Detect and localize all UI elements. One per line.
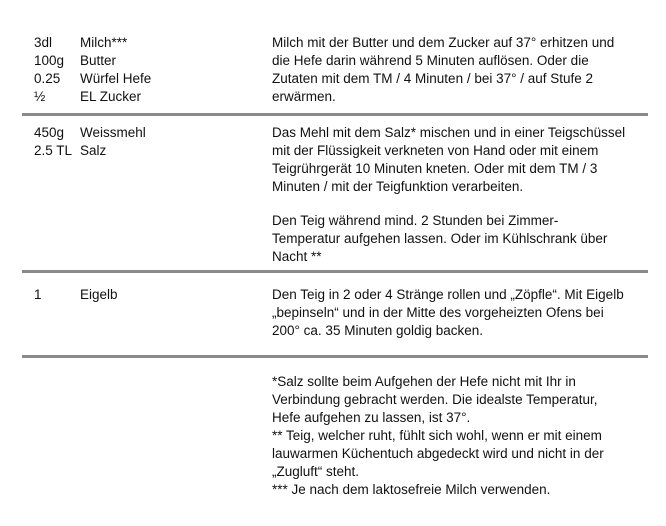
footnote-line: ** Teig, welcher ruht, fühlt sich wohl, wenn er mit einem xyxy=(272,428,602,443)
ingredient-quantity: 3dl xyxy=(34,35,53,50)
footnote-line: „Zugluft“ steht. xyxy=(272,464,360,479)
ingredient-name: EL Zucker xyxy=(80,89,142,104)
instruction-line: Das Mehl mit dem Salz* mischen und in einer Teigschüssel xyxy=(272,125,626,140)
footnote-line: *** Je nach dem laktosefreie Milch verwenden. xyxy=(272,482,551,497)
ingredient-quantity: 1 xyxy=(34,287,42,302)
ingredient-quantity: 2.5 TL xyxy=(34,143,73,158)
ingredient-quantity: 100g xyxy=(34,53,65,68)
footnote-line: Verbindung gebracht werden. Die idealste Temperatur, xyxy=(272,392,598,407)
ingredient-list-2 xyxy=(34,124,254,160)
instruction-block-3 xyxy=(272,286,642,340)
ingredient-name: Weissmehl xyxy=(80,125,146,140)
instruction-block-2 xyxy=(272,124,642,266)
ingredient-name: Salz xyxy=(80,143,107,158)
footnote-line: lauwarmen Küchentuch abgedeckt wird und nicht in der xyxy=(272,446,604,461)
ingredient-row xyxy=(34,52,254,70)
instruction-line: Nacht ** xyxy=(272,249,322,264)
ingredient-name: Butter xyxy=(80,53,117,68)
ingredient-row xyxy=(34,142,254,160)
instruction-line: „bepinseln“ und in der Mitte des vorgeheizten Ofens bei xyxy=(272,305,604,320)
instruction-block-1 xyxy=(272,34,642,106)
instruction-line: 200° ca. 35 Minuten goldig backen. xyxy=(272,323,484,338)
instruction-line: erwärmen. xyxy=(272,89,336,104)
ingredient-quantity: 450g xyxy=(34,125,65,140)
instruction-line: Temperatur aufgehen lassen. Oder im Kühlschrank über xyxy=(272,231,608,246)
ingredient-row xyxy=(34,34,254,52)
instruction-line: Den Teig in 2 oder 4 Stränge rollen und „Zöpfle“. Mit Eigelb xyxy=(272,287,624,302)
footnote-line: *Salz sollte beim Aufgehen der Hefe nicht mit Ihr in xyxy=(272,374,576,389)
ingredient-row xyxy=(34,286,254,304)
ingredient-quantity: ½ xyxy=(34,89,46,104)
instruction-line: Teigrührgerät 10 Minuten kneten. Oder mit dem TM / 3 xyxy=(272,161,598,176)
instruction-line: Den Teig während mind. 2 Stunden bei Zimmer- xyxy=(272,213,559,228)
footnotes xyxy=(272,373,642,499)
ingredient-list-3 xyxy=(34,286,254,304)
ingredient-name: Milch*** xyxy=(80,35,128,50)
section-divider xyxy=(22,355,648,358)
instruction-line: Zutaten mit dem TM / 4 Minuten / bei 37° / auf Stufe 2 xyxy=(272,71,594,86)
ingredient-name: Eigelb xyxy=(80,287,118,302)
ingredient-row xyxy=(34,70,254,88)
ingredient-quantity: 0.25 xyxy=(34,71,61,86)
ingredient-row xyxy=(34,88,254,106)
instruction-line: mit der Flüssigkeit verkneten von Hand oder mit einem xyxy=(272,143,599,158)
instruction-line: die Hefe darin während 5 Minuten auflösen. Oder die xyxy=(272,53,589,68)
section-divider xyxy=(22,270,648,273)
ingredient-list-1 xyxy=(34,34,254,106)
ingredient-row xyxy=(34,124,254,142)
instruction-line: Minuten / mit der Teigfunktion verarbeiten. xyxy=(272,179,524,194)
section-divider xyxy=(22,113,648,116)
instruction-line: Milch mit der Butter und dem Zucker auf 37° erhitzen und xyxy=(272,35,615,50)
footnote-line: Hefe aufgehen zu lassen, ist 37°. xyxy=(272,410,471,425)
ingredient-name: Würfel Hefe xyxy=(80,71,152,86)
